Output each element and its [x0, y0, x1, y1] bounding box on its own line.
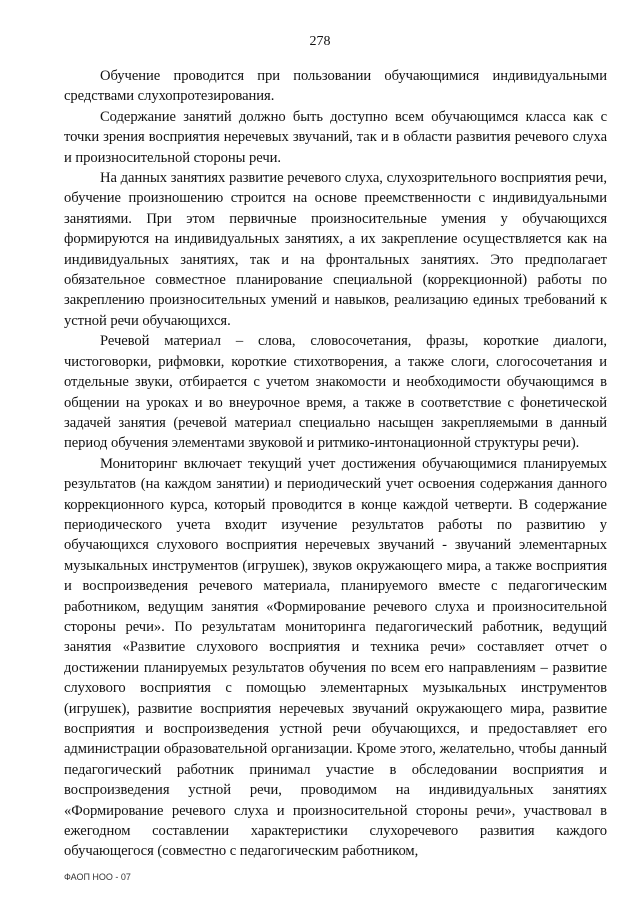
paragraph: Содержание занятий должно быть доступно всем обучающимся класса как с точки зрения восприятия неречевых звучаний, так и в области развития речевого слуха и произносительной стороны речи.: [64, 108, 607, 166]
body-text: [64, 66, 607, 862]
paragraph: Речевой материал – слова, словосочетания, фразы, короткие диалоги, чистоговорки, рифмовки, короткие стихотворения, а также слоги, слогосочетания и отдельные звуки, отбирается с учетом знакомости и необходимости обучающимся в общении на уроках и во внеурочное время, а также в соответствие с фонетической задачей занятия (речевой материал специально насыщен закрепляемыми в данный период обучения элементами звуковой и ритмико-интонационной структуры речи).: [64, 333, 607, 452]
paragraph: Обучение проводится при пользовании обучающимися индивидуальными средствами слухопротезирования.: [64, 68, 607, 105]
paragraph: Мониторинг включает текущий учет достижения обучающимися планируемых результатов (на каждом занятии) и периодический учет освоения содержания данного коррекционного курса, который проводится в конце каждой четверти. В содержание периодического учета входит изучение результатов работы по развитию у обучающихся слухового восприятия неречевых звучаний - звучаний элементарных музыкальных инструментов (игрушек), звуков окружающего мира, а также восприятия и воспроизведения речевого материала, планируемого вместе с педагогическим работником, ведущим занятия «Формирование речевого слуха и произносительной стороны речи». По результатам мониторинга педагогический работник, ведущий занятия «Развитие слухового восприятия и техника речи» составляет отчет о достижении планируемых результатов обучения по всем его направлениям – развитие слухового восприятия с помощью элементарных музыкальных инструментов (игрушек), развитие восприятия неречевых звучаний окружающего мира, развитие восприятия и воспроизведения устной речи обучающихся, и предоставляет его администрации образовательной организации. Кроме этого, желательно, чтобы данный педагогический работник принимал участие в обследовании восприятия и воспроизведения устной речи, проводимом на индивидуальных занятиях «Формирование речевого слуха и произносительной стороны речи», участвовал в ежегодном составлении характеристики слухоречевого развития каждого обучающегося (совместно с педагогическим работником,: [64, 455, 607, 860]
page-number: 278: [309, 34, 331, 49]
paragraph: На данных занятиях развитие речевого слуха, слухозрительного восприятия речи, обучение произношению строится на основе преемственности с индивидуальными занятиями. При этом первичные произносительные умения у обучающихся формируются на индивидуальных занятиях, а их закрепление осуществляется как на индивидуальных занятиях, так и на фронтальных занятиях. Это предполагает обязательное совместное планирование специальной (коррекционной) работы по закреплению произносительных умений и навыков, реализацию единых требований к устной речи обучающихся.: [64, 170, 607, 329]
footer-label: ФАОП НОО - 07: [64, 872, 131, 882]
